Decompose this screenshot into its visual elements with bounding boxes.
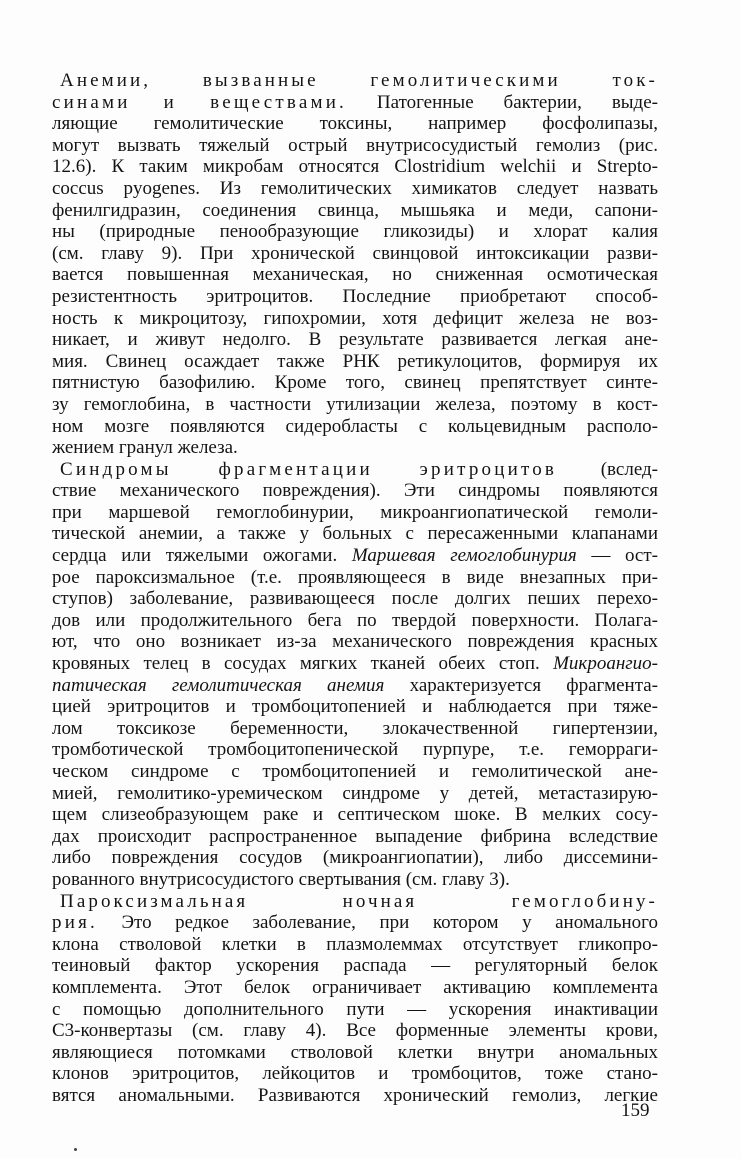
text-segment: ны (природные пенообразующие гликозиды) и хлорат калия [52, 221, 658, 243]
text-line [52, 718, 658, 740]
text-line [52, 696, 658, 718]
text-line [52, 1042, 658, 1064]
text-line [52, 826, 658, 848]
text-line [52, 653, 658, 675]
print-speck [74, 1148, 77, 1151]
text-line [52, 610, 658, 632]
text-segment: либо повреждения сосудов (микроангиопатии), либо диссемини- [52, 847, 658, 869]
text-line [52, 567, 658, 589]
text-segment: рованного внутрисосудистого свертывания (см. главу 3). [52, 868, 510, 890]
spaced-heading: Синдромы фрагментации эритроцитов [60, 458, 558, 480]
text-segment: клонов эритроцитов, лейкоцитов и тромбоцитов, тоже стано- [52, 1063, 658, 1085]
text-line [52, 135, 658, 157]
text-line [52, 588, 658, 610]
text-segment: зу гемоглобина, в частности утилизации железа, поэтому в кост- [52, 393, 658, 415]
text-line [52, 675, 658, 697]
text-segment: при маршевой гемоглобинурии, микроангиопатической гемоли- [52, 501, 658, 523]
text-segment: (см. главу 9). При хронической свинцовой интоксикации разви- [52, 242, 658, 264]
text-line [52, 329, 658, 351]
text-segment: ступов) заболевание, развивающееся после долгих пеших перехо- [52, 588, 658, 610]
text-segment: кровяных телец в сосудах мягких тканей обеих стоп. [52, 653, 554, 675]
text-segment: теиновый фактор ускорения распада — регуляторный белок [52, 955, 658, 977]
text-segment: рое пароксизмальное (т.е. проявляющееся в виде внезапных при- [52, 566, 658, 588]
text-line [52, 480, 658, 502]
text-line [52, 955, 658, 977]
text-line [52, 264, 658, 286]
text-segment: с помощью дополнительного пути — ускорения инактивации [52, 998, 658, 1020]
text-line [52, 523, 658, 545]
text-line [52, 999, 658, 1021]
text-line [52, 372, 658, 394]
text-line [52, 631, 658, 653]
text-line [52, 1085, 658, 1107]
text-segment: жением гранул железа. [52, 437, 238, 459]
text-line [52, 221, 658, 243]
text-line [52, 977, 658, 999]
text-line [52, 545, 658, 567]
body-text [52, 70, 658, 1107]
text-segment: ют, что оно возникает из-за механического повреждения красных [52, 631, 658, 653]
text-line [52, 351, 658, 373]
text-segment: мией, гемолитико-уремическом синдроме у детей, метастазирую- [52, 782, 658, 804]
text-segment: ствие механического повреждения). Эти синдромы появляются [52, 480, 658, 502]
italic-term: Маршевая гемоглобинурия [351, 545, 577, 567]
page-number: 159 [621, 1100, 650, 1121]
text-segment: ность к микроцитозу, гипохромии, хотя дефицит железа не воз- [52, 307, 658, 329]
text-segment: являющиеся потомками стволовой клетки внутри аномальных [52, 1041, 658, 1063]
text-segment: 12.6). К таким микробам относятся Clostridium welchii и Strepto- [52, 156, 658, 178]
spaced-heading: рия. [52, 912, 98, 934]
text-segment: мия. Свинец осаждает также РНК ретикулоцитов, формируя их [52, 350, 658, 372]
text-line [52, 286, 658, 308]
text-segment: Анемии, вызванные гемолитическими ток- [60, 70, 658, 91]
text-segment: тической анемии, а также у больных с пересаженными клапанами [52, 523, 658, 545]
text-segment: Патогенные бактерии, выде- [347, 91, 658, 113]
text-line [52, 804, 658, 826]
text-segment: вятся аномальными. Развиваются хронический гемолиз, легкие [52, 1084, 658, 1106]
italic-term: Микроангио- [553, 653, 658, 675]
text-segment: — ост- [576, 545, 658, 567]
text-line [52, 459, 658, 481]
spaced-heading: синами и веществами. [52, 91, 348, 113]
text-segment: Это редкое заболевание, при котором у аномального [97, 912, 658, 934]
text-segment: ческом синдроме с тромбоцитопенией и гемолитической ане- [52, 761, 658, 782]
text-segment: С3-конвертазы (см. главу 4). Все форменные элементы крови, [52, 1020, 658, 1042]
text-segment: комплемента. Этот белок ограничивает активацию комплемента [52, 976, 658, 998]
text-segment: Пароксизмальная ночная гемоглобину- [60, 890, 658, 912]
text-segment: характеризуется фрагмента- [384, 674, 658, 696]
italic-term: патическая гемолитическая анемия [52, 674, 385, 696]
text-segment: сердца или тяжелыми ожогами. [52, 545, 352, 567]
text-segment: цией эритроцитов и тромбоцитопенией и наблюдается при тяже- [52, 696, 658, 718]
text-line [52, 502, 658, 524]
text-line [52, 243, 658, 265]
text-segment: ляющие гемолитические токсины, например фосфолипазы, [52, 113, 658, 135]
text-segment: coccus pyogenes. Из гемолитических химикатов следует назвать [52, 177, 658, 199]
text-line [52, 739, 658, 761]
text-segment: вается повышенная механическая, но сниженная осмотическая [52, 264, 658, 286]
text-line [52, 200, 658, 222]
text-segment: никает, и живут недолго. В результате развивается легкая ане- [52, 329, 658, 351]
text-segment: тромботической тромбоцитопенической пурпуре, т.е. геморраги- [52, 739, 658, 761]
text-segment: (вслед- [557, 458, 658, 480]
text-line [52, 178, 658, 200]
text-line [52, 1020, 658, 1042]
text-segment: клона стволовой клетки в плазмолеммах отсутствует гликопро- [52, 933, 658, 955]
text-segment: щем слизеобразующем раке и септическом шоке. В мелких сосу- [52, 804, 658, 826]
text-line [52, 869, 658, 891]
text-segment: фенилгидразин, соединения свинца, мышьяка и меди, сапони- [52, 199, 658, 221]
text-line [52, 394, 658, 416]
text-line [52, 761, 658, 783]
text-line [52, 847, 658, 869]
text-segment: могут вызвать тяжелый острый внутрисосудистый гемолиз (рис. [52, 134, 658, 156]
text-line [52, 891, 658, 913]
text-line [52, 70, 658, 92]
text-segment: дах происходит распространенное выпадение фибрина вследствие [52, 825, 658, 847]
text-segment: ном мозге появляются сидеробласты с кольцевидным располо- [52, 415, 658, 437]
text-line [52, 1063, 658, 1085]
text-segment: дов или продолжительного бега по твердой поверхности. Полага- [52, 609, 658, 631]
text-line [52, 783, 658, 805]
text-line [52, 113, 658, 135]
text-segment: пятнистую базофилию. Кроме того, свинец препятствует синте- [52, 372, 658, 394]
text-line [52, 92, 658, 114]
text-segment: резистентность эритроцитов. Последние приобретают способ- [52, 285, 658, 307]
text-line [52, 912, 658, 934]
text-line [52, 308, 658, 330]
text-line [52, 156, 658, 178]
text-line [52, 416, 658, 438]
text-line [52, 934, 658, 956]
text-line [52, 437, 658, 459]
text-segment: лом токсикозе беременности, злокачественной гипертензии, [52, 717, 658, 739]
